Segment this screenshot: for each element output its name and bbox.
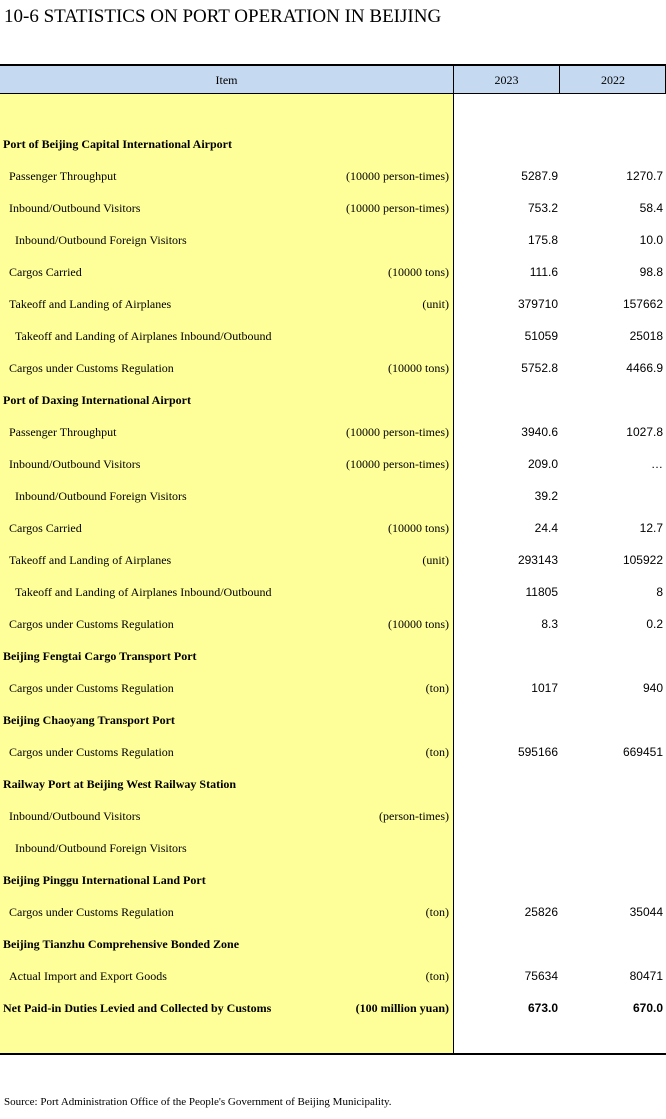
value-2023: 25826	[524, 905, 558, 919]
source-note: Source: Port Administration Office of the People's Government of Beijing Municipality.	[4, 1096, 392, 1108]
row-unit: (10000 person-times)	[346, 169, 449, 183]
value-2022: 10.0	[639, 233, 663, 247]
page-title: 10-6 STATISTICS ON PORT OPERATION IN BEIJING	[4, 6, 442, 27]
row-label: Takeoff and Landing of Airplanes Inbound/Outbound	[15, 329, 272, 343]
row-label: Beijing Chaoyang Transport Port	[3, 713, 175, 727]
row-label: Inbound/Outbound Foreign Visitors	[15, 841, 187, 855]
value-2022: 80471	[629, 969, 663, 983]
value-2022: 1270.7	[626, 169, 663, 183]
row-unit: (ton)	[425, 969, 449, 983]
row-label: Railway Port at Beijing West Railway Station	[3, 777, 237, 791]
table-row	[0, 832, 666, 864]
value-2022: 157662	[622, 297, 663, 311]
header-item: Item	[215, 73, 238, 87]
row-label: Inbound/Outbound Visitors	[9, 201, 141, 215]
value-2023: 175.8	[527, 233, 558, 247]
section-row	[0, 704, 666, 736]
total-row	[0, 992, 666, 1024]
row-unit: (10000 tons)	[388, 521, 449, 535]
value-2023: 673.0	[527, 1001, 558, 1015]
row-label: Cargos under Customs Regulation	[9, 617, 174, 631]
section-row	[0, 864, 666, 896]
value-2023: 5287.9	[521, 169, 558, 183]
row-unit: (ton)	[425, 681, 449, 695]
row-label: Takeoff and Landing of Airplanes Inbound/Outbound	[15, 585, 272, 599]
value-2022: 8	[656, 585, 663, 599]
table-row	[0, 160, 666, 192]
table-row	[0, 800, 666, 832]
table-bottom-rule	[0, 1053, 666, 1055]
table-row	[0, 448, 666, 480]
row-label: Beijing Tianzhu Comprehensive Bonded Zone	[3, 937, 240, 951]
value-2023: 753.2	[527, 201, 558, 215]
row-unit: (ton)	[425, 745, 449, 759]
row-label: Actual Import and Export Goods	[9, 969, 167, 983]
value-2023: 51059	[524, 329, 558, 343]
row-label: Cargos under Customs Regulation	[9, 681, 174, 695]
row-label: Cargos Carried	[9, 265, 82, 279]
table-row	[0, 512, 666, 544]
table-row	[0, 256, 666, 288]
value-2022: 25018	[629, 329, 663, 343]
value-2023: 1017	[531, 681, 558, 695]
row-unit: (10000 person-times)	[346, 457, 449, 471]
value-2023: 111.6	[529, 265, 558, 279]
value-2022: 940	[642, 681, 663, 695]
row-label: Takeoff and Landing of Airplanes	[9, 297, 172, 311]
value-2023: 209.0	[527, 457, 558, 471]
value-2023: 39.2	[534, 489, 558, 503]
row-label: Inbound/Outbound Visitors	[9, 457, 141, 471]
row-label: Beijing Fengtai Cargo Transport Port	[3, 649, 197, 663]
table-row	[0, 224, 666, 256]
row-label: Takeoff and Landing of Airplanes	[9, 553, 172, 567]
value-2022: 58.4	[639, 201, 663, 215]
row-label: Cargos under Customs Regulation	[9, 745, 174, 759]
row-label: Passenger Throughput	[9, 169, 117, 183]
table-row	[0, 896, 666, 928]
value-2022: …	[651, 457, 663, 471]
row-unit: (100 million yuan)	[355, 1001, 449, 1015]
row-label: Port of Beijing Capital International Airport	[3, 137, 232, 151]
value-2022: 4466.9	[626, 361, 663, 375]
row-label: Beijing Pinggu International Land Port	[3, 873, 206, 887]
value-2022: 12.7	[639, 521, 663, 535]
row-unit: (10000 tons)	[388, 361, 449, 375]
table-row	[0, 736, 666, 768]
section-row	[0, 768, 666, 800]
row-unit: (unit)	[422, 553, 449, 567]
value-2023: 75634	[524, 969, 558, 983]
value-2023: 595166	[517, 745, 558, 759]
value-2023: 379710	[517, 297, 558, 311]
table-row	[0, 672, 666, 704]
table-row	[0, 288, 666, 320]
row-unit: (10000 tons)	[388, 265, 449, 279]
header-year-2022: 2022	[601, 73, 625, 87]
section-row	[0, 640, 666, 672]
value-2023: 24.4	[534, 521, 558, 535]
header-year-2023: 2023	[494, 73, 519, 87]
value-2022: 0.2	[646, 617, 663, 631]
value-2022: 35044	[629, 905, 663, 919]
row-label: Net Paid-in Duties Levied and Collected by Customs	[3, 1001, 272, 1015]
row-label: Cargos Carried	[9, 521, 82, 535]
row-unit: (ton)	[425, 905, 449, 919]
value-2023: 8.3	[541, 617, 558, 631]
row-label: Port of Daxing International Airport	[3, 393, 191, 407]
table-row	[0, 480, 666, 512]
column-divider-years	[559, 64, 560, 94]
section-row	[0, 928, 666, 960]
table-row	[0, 352, 666, 384]
row-unit: (10000 person-times)	[346, 201, 449, 215]
table-row	[0, 960, 666, 992]
row-unit: (person-times)	[379, 809, 449, 823]
table-row	[0, 192, 666, 224]
row-unit: (10000 person-times)	[346, 425, 449, 439]
row-label: Inbound/Outbound Foreign Visitors	[15, 233, 187, 247]
table-header	[0, 64, 666, 94]
table-row	[0, 576, 666, 608]
row-unit: (unit)	[422, 297, 449, 311]
value-2022: 105922	[622, 553, 663, 567]
row-label: Cargos under Customs Regulation	[9, 905, 174, 919]
table-row	[0, 608, 666, 640]
table-row	[0, 320, 666, 352]
row-label: Inbound/Outbound Foreign Visitors	[15, 489, 187, 503]
row-label: Cargos under Customs Regulation	[9, 361, 174, 375]
section-row	[0, 128, 666, 160]
value-2022: 98.8	[639, 265, 663, 279]
value-2023: 11805	[525, 585, 558, 599]
value-2023: 293143	[517, 553, 558, 567]
value-2022: 669451	[622, 745, 663, 759]
table-row	[0, 544, 666, 576]
row-label: Inbound/Outbound Visitors	[9, 809, 141, 823]
value-2022: 1027.8	[626, 425, 663, 439]
row-unit: (10000 tons)	[388, 617, 449, 631]
section-row	[0, 384, 666, 416]
row-label: Passenger Throughput	[9, 425, 117, 439]
value-2023: 3940.6	[521, 425, 558, 439]
value-2022: 670.0	[632, 1001, 663, 1015]
value-2023: 5752.8	[521, 361, 558, 375]
table-row	[0, 416, 666, 448]
